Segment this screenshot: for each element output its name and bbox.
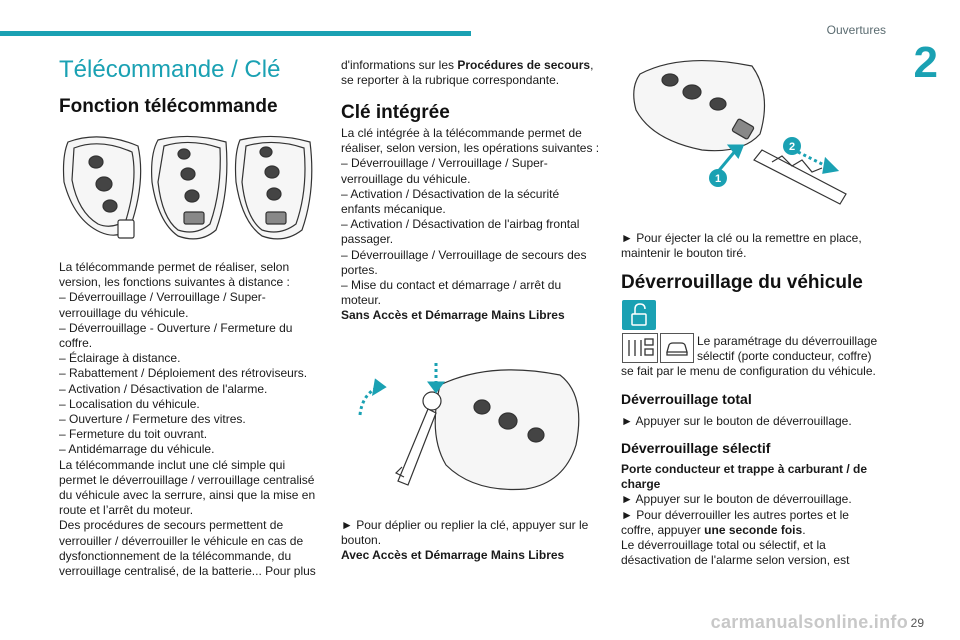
heading-fonction-telecommande: Fonction télécommande: [59, 96, 278, 117]
text-line: La clé intégrée à la télécommande permet de: [341, 126, 582, 140]
text-line: verrouiller / déverrouiller le véhicule en cas de: [59, 533, 304, 548]
step3-punct: .: [802, 522, 806, 537]
subheading-avec-acces: Avec Accès et Démarrage Mains Libres: [341, 548, 565, 563]
step3-bold: une seconde fois: [704, 522, 803, 537]
car-icon: [660, 333, 694, 363]
text-line: – Déverrouillage - Ouverture / Fermeture du: [59, 320, 293, 335]
callout-1: 1: [714, 173, 722, 185]
subheading-sans-acces: Sans Accès et Démarrage Mains Libres: [341, 308, 565, 323]
note-line: se fait par le menu de configuration du véhicule.: [621, 364, 876, 378]
page-number: 29: [910, 616, 924, 630]
col2-steps: [341, 518, 611, 564]
tail-line: désactivation de l'alarme selon version, est: [621, 553, 850, 568]
text-line: réaliser, selon version, les opérations suivantes :: [341, 141, 600, 156]
bold-line: charge: [621, 477, 661, 492]
text-line: maintenir le bouton tiré.: [621, 246, 747, 261]
section-label: Ouvertures: [826, 23, 886, 37]
text-line: verrouillage du véhicule.: [59, 305, 189, 320]
col3-icon-note-tail: [621, 364, 891, 379]
remote-keys-illustration: [60, 132, 322, 252]
callout-2: 2: [788, 141, 796, 153]
text-line: La télécommande permet de réaliser, selon: [59, 260, 290, 274]
bold-line: Porte conducteur et trappe à carburant / de: [621, 462, 868, 476]
text-line: – Rabattement / Déploiement des rétroviseurs.: [59, 366, 308, 381]
col1-text: [59, 260, 329, 579]
tail-line: Le déverrouillage total ou sélectif, et la: [621, 538, 826, 553]
intro-line-1: [341, 58, 611, 73]
col2-text: [341, 126, 611, 324]
step-line: ► Appuyer sur le bouton de déverrouillage.: [621, 492, 852, 507]
col3-selective-text: [621, 462, 891, 568]
text-line: – Déverrouillage / Verrouillage / Super-: [341, 156, 548, 171]
text-line: ► Pour éjecter la clé ou la remettre en place,: [621, 231, 862, 245]
text-line: portes.: [341, 262, 378, 277]
text-line: – Antidémarrage du véhicule.: [59, 442, 215, 457]
intro-punct: ,: [590, 58, 594, 72]
text-line: La télécommande inclut une clé simple qui: [59, 457, 286, 472]
text-line: – Activation / Désactivation de l'airbag frontal: [341, 217, 580, 232]
subheading-deverrouillage-selectif: Déverrouillage sélectif: [621, 440, 771, 456]
key-eject-illustration: [622, 54, 872, 224]
intro-bold: Procédures de secours: [457, 58, 591, 72]
note-line: Le paramétrage du déverrouillage: [697, 334, 878, 348]
note-line: sélectif (porte conducteur, coffre): [697, 349, 872, 364]
intro-text: d'informations sur les: [341, 58, 458, 72]
text-line: – Fermeture du toit ouvrant.: [59, 427, 208, 442]
col3-total-text: [621, 414, 891, 429]
text-line: – Localisation du véhicule.: [59, 396, 200, 411]
text-line: enfants mécanique.: [341, 202, 446, 217]
page-title: Télécommande / Clé: [59, 56, 281, 83]
step-line: bouton.: [341, 533, 382, 548]
text-line: verrouillage du véhicule.: [341, 171, 471, 186]
text-line: – Activation / Désactivation de la sécurité: [341, 186, 560, 201]
text-line: – Activation / Désactivation de l'alarme.: [59, 381, 268, 396]
col3-icon-note: [697, 334, 887, 364]
settings-menu-icon: [622, 333, 658, 363]
text-line: coffre.: [59, 336, 93, 351]
text-line: route et l’arrêt du moteur.: [59, 503, 194, 518]
step-line: ► Pour déverrouiller les autres portes et le: [621, 507, 849, 522]
subheading-deverrouillage-total: Déverrouillage total: [621, 391, 752, 407]
text-line: moteur.: [341, 293, 382, 308]
text-line: version, les fonctions suivantes à distance :: [59, 275, 290, 290]
text-line: permet le déverrouillage / verrouillage centralisé: [59, 472, 315, 487]
step-line-3: [621, 523, 891, 538]
chapter-number: 2: [913, 38, 938, 87]
text-line: – Déverrouillage / Verrouillage de secours des: [341, 247, 587, 262]
text-line: – Ouverture / Fermeture des vitres.: [59, 412, 246, 427]
col2-intro: [341, 58, 611, 88]
text-line: – Éclairage à distance.: [59, 351, 181, 366]
col3-eject-text: [621, 231, 891, 261]
text-line: Des procédures de secours permettent de: [59, 518, 284, 533]
step3-text: coffre, appuyer: [621, 522, 705, 537]
heading-deverrouillage: Déverrouillage du véhicule: [621, 272, 863, 293]
step-line: ► Appuyer sur le bouton de déverrouillage.: [621, 414, 852, 428]
heading-cle-integree: Clé intégrée: [341, 102, 450, 123]
folding-key-illustration: [350, 355, 590, 495]
header-accent-bar: [0, 31, 471, 36]
unlock-icon: [622, 300, 656, 330]
text-line: dysfonctionnement de la télécommande, du: [59, 548, 292, 563]
text-line: – Déverrouillage / Verrouillage / Super-: [59, 290, 266, 305]
text-line: verrouillage centralisé, de la batterie... Pour plus: [59, 564, 316, 579]
intro-line-2: se reporter à la rubrique correspondante.: [341, 73, 560, 88]
step-line: ► Pour déplier ou replier la clé, appuyer sur le: [341, 518, 589, 532]
text-line: du véhicule avec la serrure, ainsi que la mise en: [59, 488, 316, 503]
watermark: carmanualsonline.info: [710, 612, 908, 632]
text-line: – Mise du contact et démarrage / arrêt du: [341, 278, 562, 293]
text-line: passager.: [341, 232, 394, 247]
